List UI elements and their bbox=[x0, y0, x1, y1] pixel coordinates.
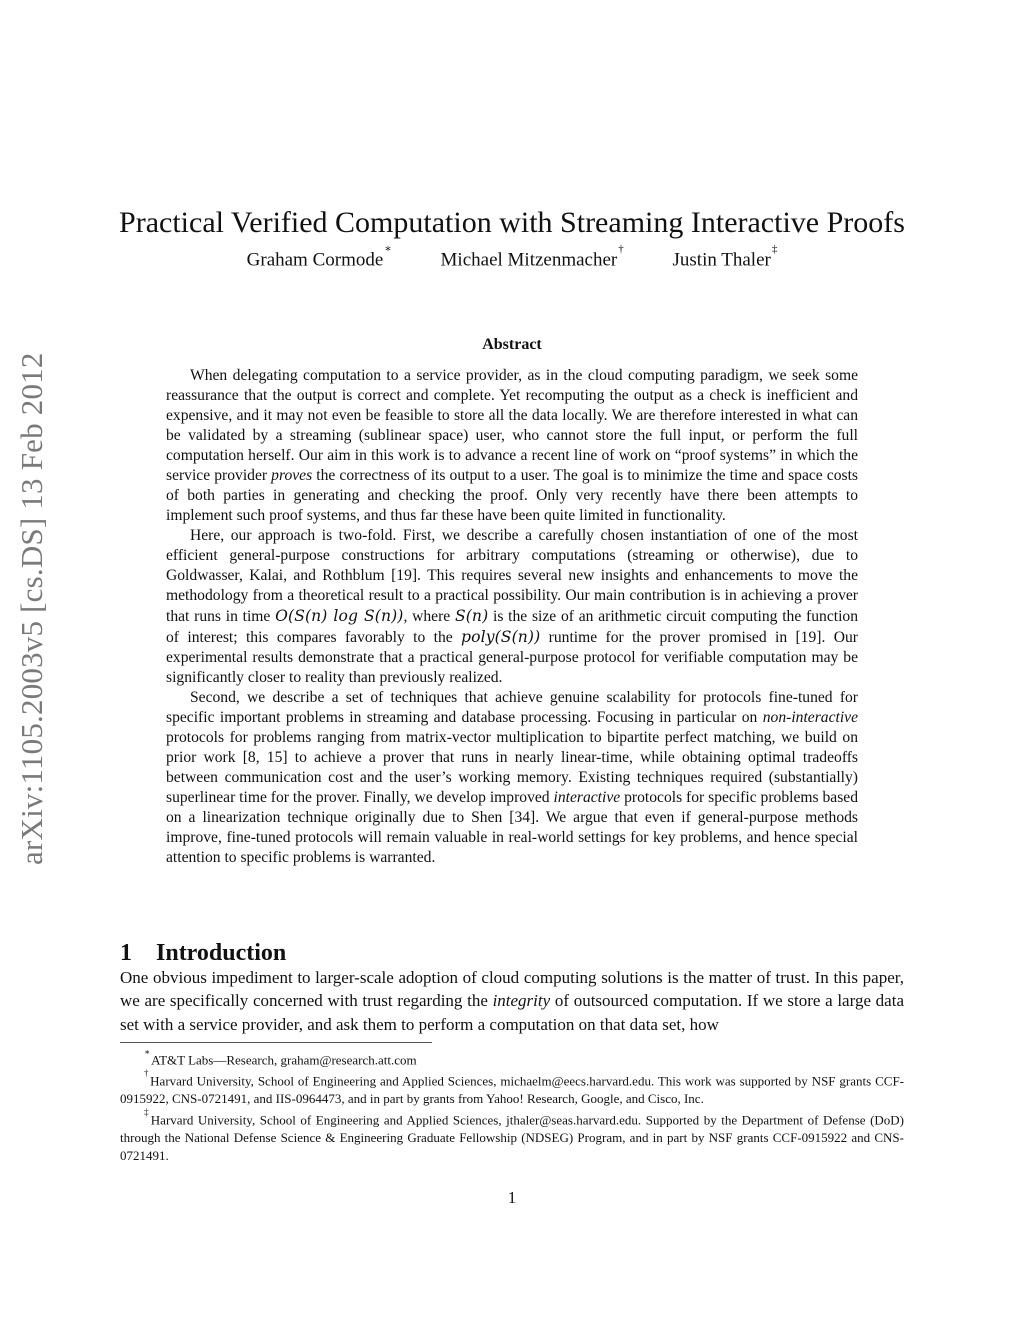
abstract-p1-text-b: the correctness of its output to a user. The goal is to minimize the time and space costs of both parties in generating and checking the proof. Only very recently have there been attempts to implement such proof systems, and thus far these have been quite limited in functionality. bbox=[166, 467, 858, 524]
abstract-p2-text-b: , where bbox=[403, 608, 455, 625]
author-name: Graham Cormode bbox=[246, 249, 384, 271]
author-list bbox=[0, 243, 1024, 272]
footnote-text: Harvard University, School of Engineering and Applied Sciences, michaelm@eecs.harvard.edu. This work was supported by NSF grants CCF-0915922, CNS-0721491, and IIS-0964473, and in part by grants from Yahoo! Research, Google, and Cisco, Inc. bbox=[120, 1073, 904, 1107]
abstract-p3-text-c: protocols for specific problems based on a linearization technique originally due to Shen [34]. We argue that even if general-purpose methods improve, fine-tuned protocols will remain valuable in real-world settings for key problems, and hence special attention to specific problems is warranted. bbox=[166, 789, 858, 866]
arxiv-identifier-stamp: arXiv:1105.2003v5 [cs.DS] 13 Feb 2012 bbox=[14, 352, 49, 865]
author-footnote-mark: ‡ bbox=[771, 243, 778, 255]
intro-emphasis-integrity: integrity bbox=[492, 991, 551, 1011]
abstract-p3-text-b: protocols for problems ranging from matrix-vector multiplication to bipartite perfect matching, we build on prior work [8, 15] to achieve a prover that runs in nearly linear-time, while obtaining optimal tradeoffs between communication cost and the user’s working memory. Existing techniques required (substantially) superlinear time for the prover. Finally, we develop improved bbox=[166, 729, 858, 806]
footnotes bbox=[120, 1048, 904, 1165]
intro-text-b: of outsourced computation. If we store a large data set with a service provider, and ask them to perform a computation on that data set, how bbox=[120, 991, 904, 1034]
abstract-p3-text-a: Second, we describe a set of techniques that achieve genuine scalability for protocols fine-tuned for specific important problems in streaming and database processing. Focusing in particular on bbox=[166, 689, 858, 726]
intro-text-a: One obvious impediment to larger-scale adoption of cloud computing solutions is the matter of trust. In this paper, we are specifically concerned with trust regarding the bbox=[120, 968, 904, 1011]
abstract-p3-emphasis-interactive: interactive bbox=[553, 789, 621, 806]
math-circuit-size: S(n) bbox=[454, 607, 489, 625]
abstract-paragraph-1 bbox=[166, 366, 858, 526]
abstract-heading: Abstract bbox=[482, 336, 542, 353]
footnote-text: AT&T Labs—Research, graham@research.att.com bbox=[151, 1052, 417, 1068]
footnote-2 bbox=[120, 1069, 904, 1108]
introduction-paragraph bbox=[120, 966, 904, 1036]
abstract-p2-text-c: is the size of an arithmetic circuit computing the function of interest; this compares favorably to the bbox=[166, 608, 858, 646]
paper-title: Practical Verified Computation with Streaming Interactive Proofs bbox=[119, 206, 905, 240]
footnote-1 bbox=[120, 1048, 904, 1069]
abstract-p1-emphasis: proves bbox=[271, 467, 313, 484]
author-footnote-mark: ∗ bbox=[384, 243, 392, 255]
math-prover-time: O(S(n) log S(n)) bbox=[275, 607, 404, 625]
footnote-text: Harvard University, School of Engineering and Applied Sciences, jthaler@seas.harvard.edu. Supported by the Department of Defense (DoD) through the National Defense Science & Engineering Graduate Fellowship (NDSEG) Program, and in part by NSF grants CCF-0915922 and CNS-0721491. bbox=[120, 1112, 904, 1163]
page-number: 1 bbox=[507, 1188, 517, 1207]
section-number: 1 bbox=[120, 939, 132, 966]
abstract-p1-text-a: When delegating computation to a service provider, as in the cloud computing paradigm, we seek some reassurance that the output is correct and complete. Yet recomputing the output as a check is inefficient and expensive, and it may not even be feasible to store all the data locally. We are therefore interested in what can be validated by a streaming (sublinear space) user, who cannot store the full input, or perform the full computation herself. Our aim in this work is to advance a recent line of work on “proof systems” in which the service provider bbox=[166, 367, 858, 484]
footnote-mark: † bbox=[144, 1068, 150, 1079]
footnote-3 bbox=[120, 1108, 904, 1165]
section-heading-introduction bbox=[120, 938, 720, 968]
abstract-p2-text-a: Here, our approach is two-fold. First, we describe a carefully chosen instantiation of one of the most efficient general-purpose constructions for arbitrary computations (streaming or otherwise), due to Goldwasser, Kalai, and Rothblum [19]. This requires several new insights and enhancements to move the methodology from a theoretical result to a practical possibility. Our main contribution is in achieving a prover that runs in time bbox=[166, 527, 858, 625]
footnote-mark: ∗ bbox=[144, 1047, 151, 1057]
author-thaler bbox=[673, 243, 778, 272]
section-title: Introduction bbox=[156, 939, 287, 966]
math-poly-runtime: poly(S(n)) bbox=[461, 628, 541, 646]
abstract-paragraph-2 bbox=[166, 526, 858, 688]
author-name: Michael Mitzenmacher bbox=[440, 249, 618, 271]
footnote-mark: ‡ bbox=[144, 1107, 150, 1118]
abstract-paragraph-3 bbox=[166, 688, 858, 868]
footnote-separator bbox=[120, 1042, 432, 1043]
author-cormode bbox=[247, 243, 392, 272]
abstract-p2-text-d: runtime for the prover promised in [19]. Our experimental results demonstrate that a practical general-purpose protocol for verifiable computation may be significantly closer to reality than previously realized. bbox=[166, 629, 858, 686]
author-footnote-mark: † bbox=[618, 243, 624, 255]
abstract-body bbox=[166, 366, 858, 868]
author-mitzenmacher bbox=[441, 243, 624, 272]
abstract-p3-emphasis-noninteractive: non-interactive bbox=[762, 709, 858, 726]
author-name: Justin Thaler bbox=[672, 249, 771, 271]
